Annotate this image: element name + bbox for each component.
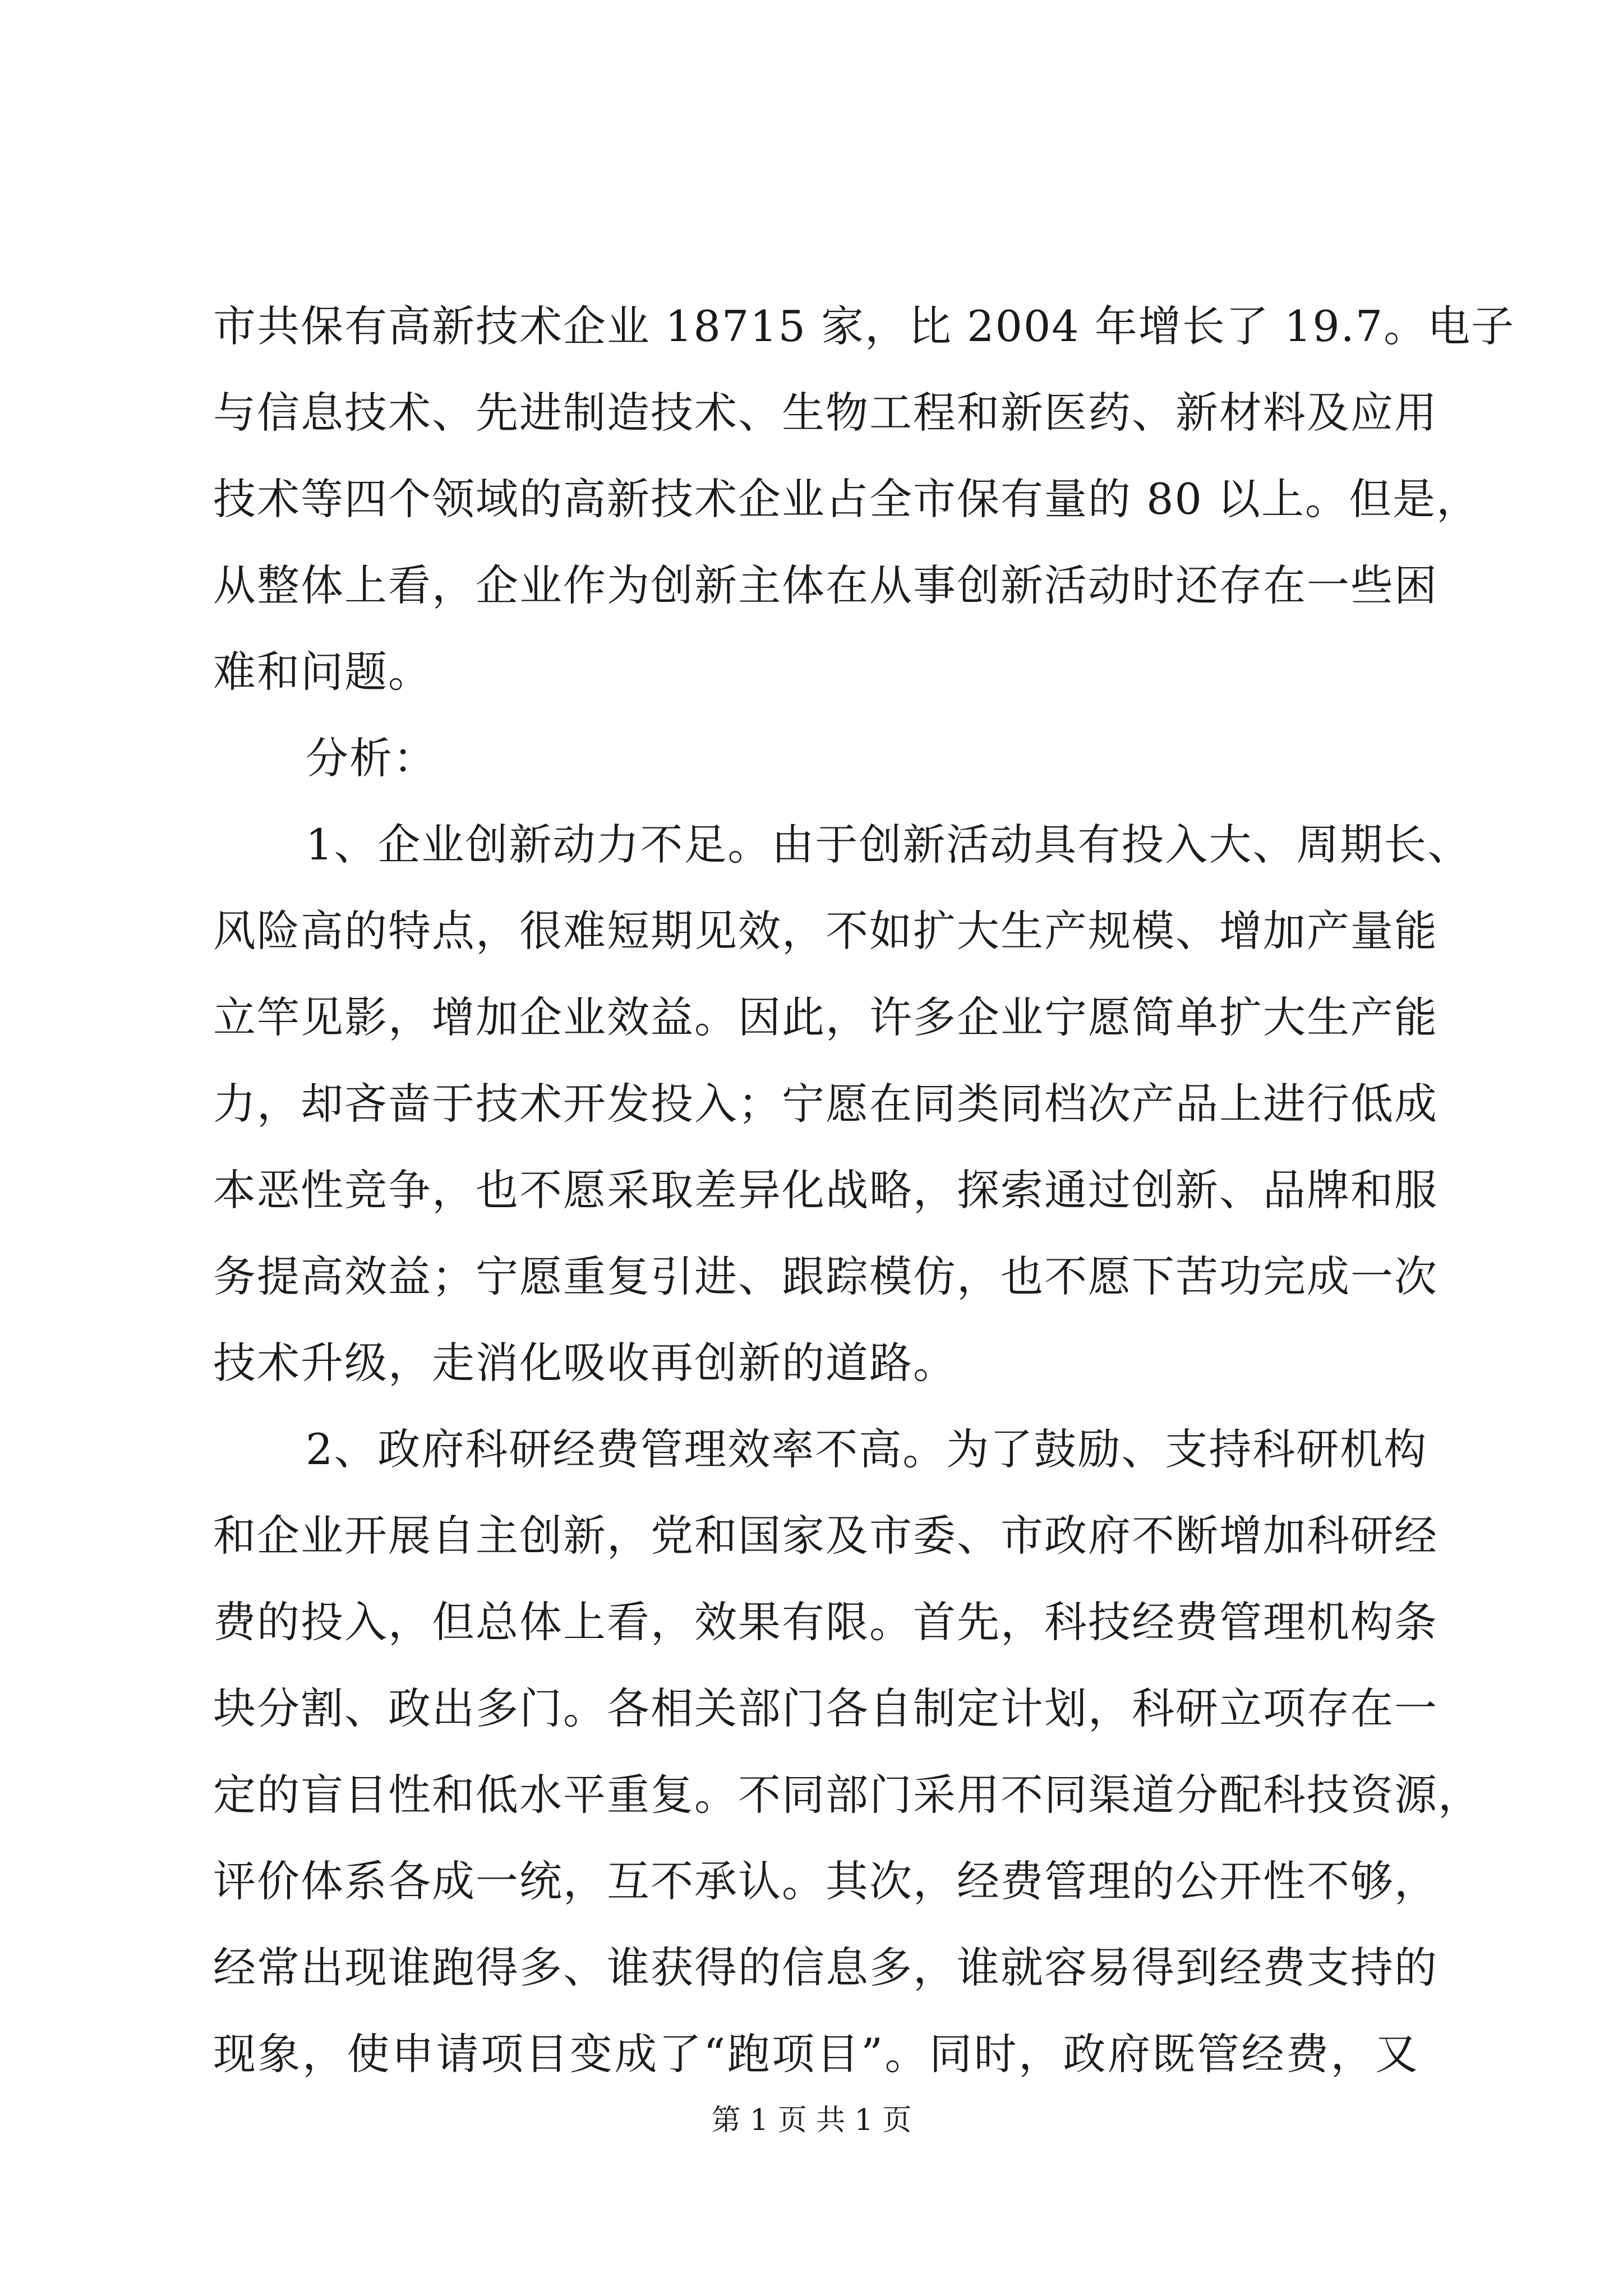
text-line: 技术升级，走消化吸收再创新的道路。 [213, 1338, 957, 1388]
text-line: 市共保有高新技术企业 18715 家，比 2004 年增长了 19.7。电子 [213, 301, 1515, 351]
text-line: 本恶性竞争，也不愿采取差异化战略，探索通过创新、品牌和服 [213, 1165, 1438, 1215]
text-line: 评价体系各成一统，互不承认。其次，经费管理的公开性不够， [213, 1856, 1438, 1906]
text-line: 技术等四个领域的高新技术企业占全市保有量的 80 以上。但是， [213, 474, 1481, 524]
text-line: 立竿见影，增加企业效益。因此，许多企业宁愿简单扩大生产能 [213, 992, 1438, 1042]
text-line: 和企业开展自主创新，党和国家及市委、市政府不断增加科研经 [213, 1511, 1438, 1561]
text-line: 块分割、政出多门。各相关部门各自制定计划，科研立项存在一 [213, 1683, 1438, 1733]
paragraph-first-line: 1、企业创新动力不足。由于创新活动具有投入大、周期长、 [306, 820, 1472, 869]
page-footer [0, 2101, 1623, 2140]
page-number-label: 第 1 页 共 1 页 [711, 2104, 912, 2137]
text-line: 务提高效益；宁愿重复引进、跟踪模仿，也不愿下苦功完成一次 [213, 1251, 1438, 1301]
text-line: 现象，使申请项目变成了“跑项目”。同时，政府既管经费，又 [213, 2029, 1419, 2079]
text-line: 风险高的特点，很难短期见效，不如扩大生产规模、增加产量能 [213, 906, 1438, 956]
text-line: 费的投入，但总体上看，效果有限。首先，科技经费管理机构条 [213, 1597, 1438, 1647]
section-heading: 分析： [306, 733, 437, 783]
text-line: 力，却吝啬于技术开发投入；宁愿在同类同档次产品上进行低成 [213, 1079, 1438, 1129]
text-line: 难和问题。 [213, 647, 432, 697]
paragraph-first-line: 2、政府科研经费管理效率不高。为了鼓励、支持科研机构 [306, 1424, 1428, 1474]
text-line: 定的盲目性和低水平重复。不同部门采用不同渠道分配科技资源， [213, 1770, 1482, 1820]
text-line: 与信息技术、先进制造技术、生物工程和新医药、新材料及应用 [213, 388, 1438, 438]
text-line: 从整体上看，企业作为创新主体在从事创新活动时还存在一些困 [213, 560, 1438, 610]
text-line: 经常出现谁跑得多、谁获得的信息多，谁就容易得到经费支持的 [213, 1943, 1438, 1993]
document-body [213, 283, 1515, 2097]
